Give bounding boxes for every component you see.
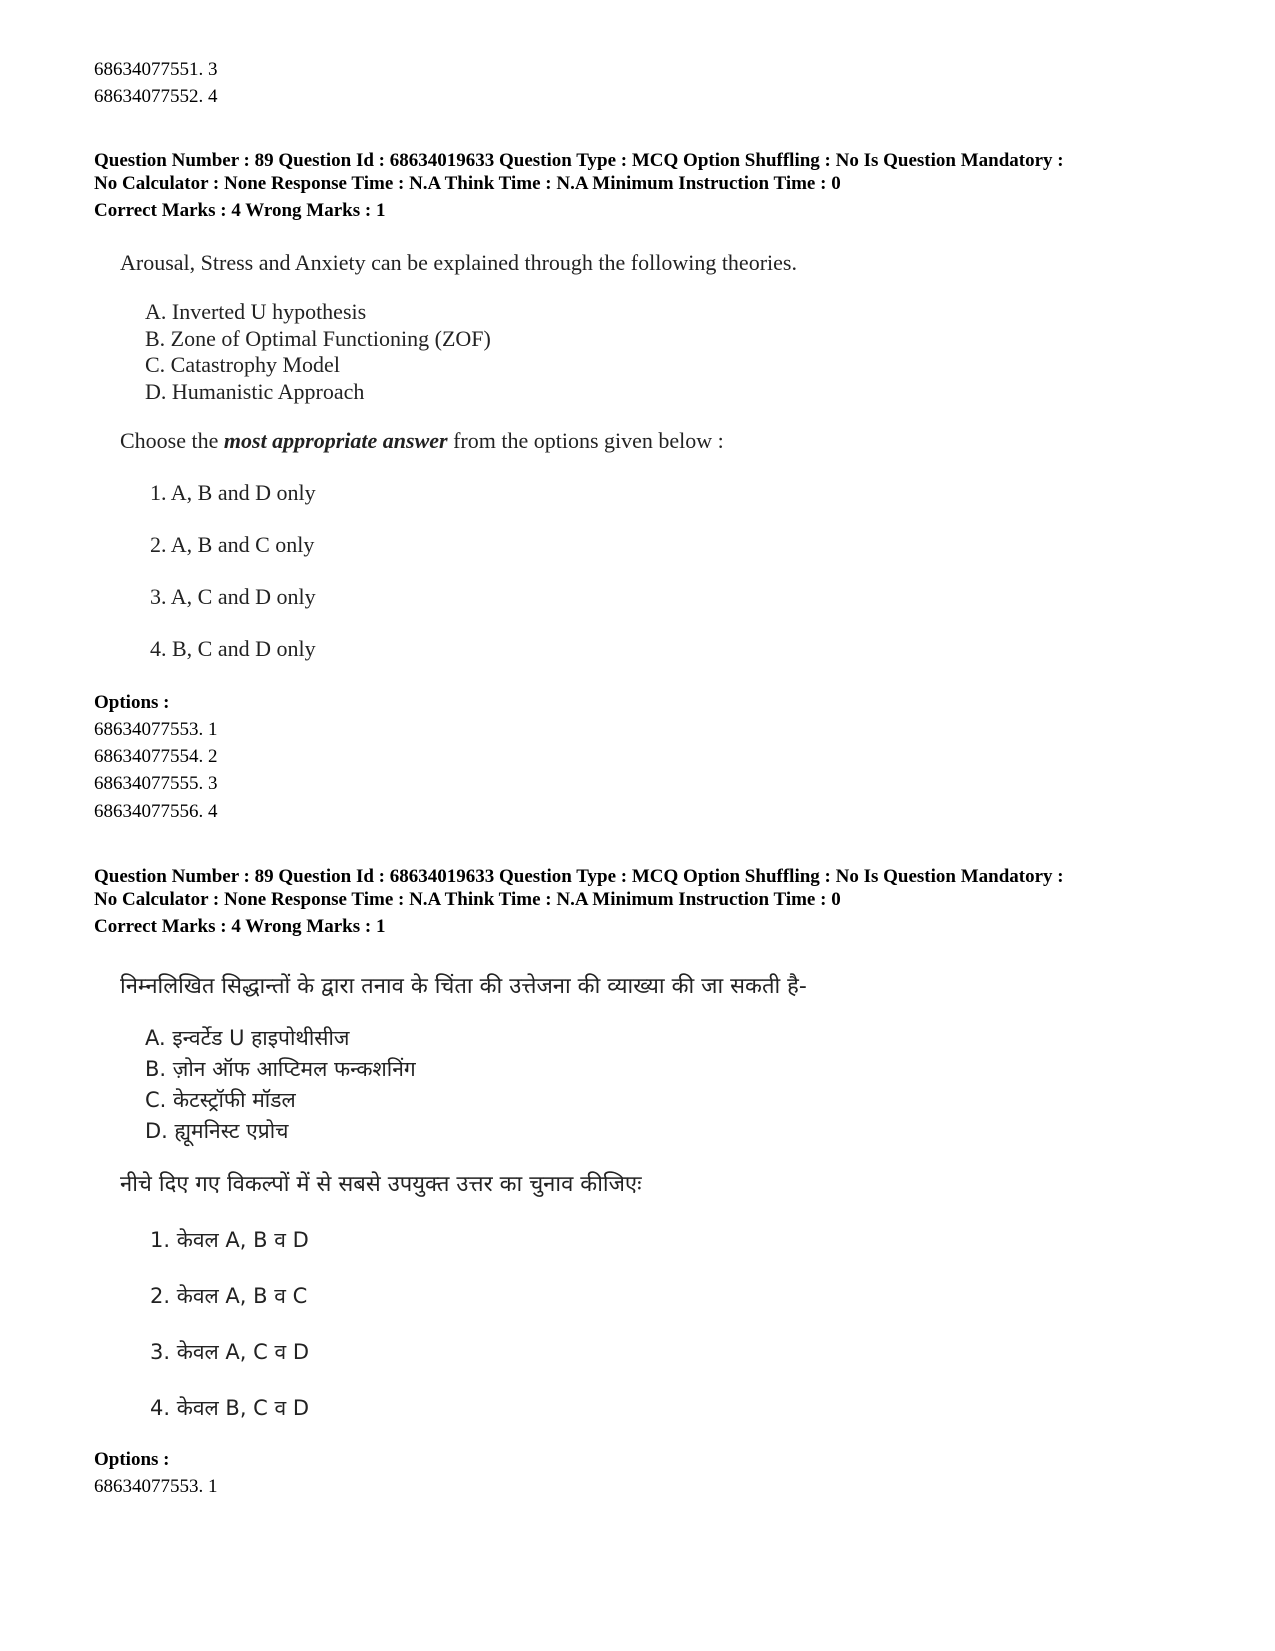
q1-choose-instruction: Choose the most appropriate answer from the options given below : (120, 428, 724, 453)
q2-header-line2: No Calculator : None Response Time : N.A Think Time : N.A Minimum Instruction Time : 0 (94, 889, 841, 910)
prev-option-4: 68634077552. 4 (94, 86, 218, 107)
q1-stem: Arousal, Stress and Anxiety can be explained through the following theories. (120, 250, 797, 275)
q1-options-label: Options : (94, 692, 170, 713)
q2-choose-instruction: नीचे दिए गए विकल्पों में से सबसे उपयुक्त उत्तर का चुनाव कीजिएः (120, 1172, 642, 1197)
q2-choice-4: 4. केवल B, C व D (150, 1396, 310, 1420)
q1-option-4: 68634077556. 4 (94, 801, 218, 822)
q1-marks: Correct Marks : 4 Wrong Marks : 1 (94, 200, 386, 221)
q1-item-b: B. Zone of Optimal Functioning (ZOF) (145, 326, 491, 351)
q2-option-1: 68634077553. 1 (94, 1476, 218, 1497)
q2-item-a: A. इन्वर्टेड U हाइपोथीसीज (145, 1026, 350, 1050)
q2-item-d: D. ह्यूमनिस्ट एप्रोच (145, 1119, 289, 1143)
q1-item-c: C. Catastrophy Model (145, 352, 340, 377)
q2-options-label: Options : (94, 1449, 170, 1470)
q2-choice-1: 1. केवल A, B व D (150, 1228, 309, 1252)
q1-option-3: 68634077555. 3 (94, 773, 218, 794)
q1-option-2: 68634077554. 2 (94, 746, 218, 767)
q2-stem: निम्नलिखित सिद्धान्तों के द्वारा तनाव के चिंता की उत्तेजना की व्याख्या की जा सकती है- (120, 974, 807, 999)
prev-option-3: 68634077551. 3 (94, 59, 218, 80)
q1-item-a: A. Inverted U hypothesis (145, 299, 367, 324)
q2-choice-2: 2. केवल A, B व C (150, 1284, 308, 1308)
q2-header-line1: Question Number : 89 Question Id : 68634019633 Question Type : MCQ Option Shuffling : No Is Question Mandatory : (94, 866, 1064, 887)
q2-item-c: C. केटस्ट्रॉफी मॉडल (145, 1088, 296, 1112)
q1-item-d: D. Humanistic Approach (145, 379, 365, 404)
q1-header-line2: No Calculator : None Response Time : N.A Think Time : N.A Minimum Instruction Time : 0 (94, 173, 841, 194)
q1-option-1: 68634077553. 1 (94, 719, 218, 740)
q1-choice-4: 4. B, C and D only (150, 636, 316, 661)
q1-choice-3: 3. A, C and D only (150, 584, 316, 609)
q1-choice-1: 1. A, B and D only (150, 480, 316, 505)
q2-choice-3: 3. केवल A, C व D (150, 1340, 310, 1364)
q2-marks: Correct Marks : 4 Wrong Marks : 1 (94, 916, 386, 937)
q1-header-line1: Question Number : 89 Question Id : 68634019633 Question Type : MCQ Option Shuffling : No Is Question Mandatory : (94, 150, 1064, 171)
q2-item-b: B. ज़ोन ऑफ आप्टिमल फन्कशनिंग (145, 1057, 416, 1081)
q1-choose-emphasis: most appropriate answer (223, 428, 448, 453)
q1-choice-2: 2. A, B and C only (150, 532, 315, 557)
